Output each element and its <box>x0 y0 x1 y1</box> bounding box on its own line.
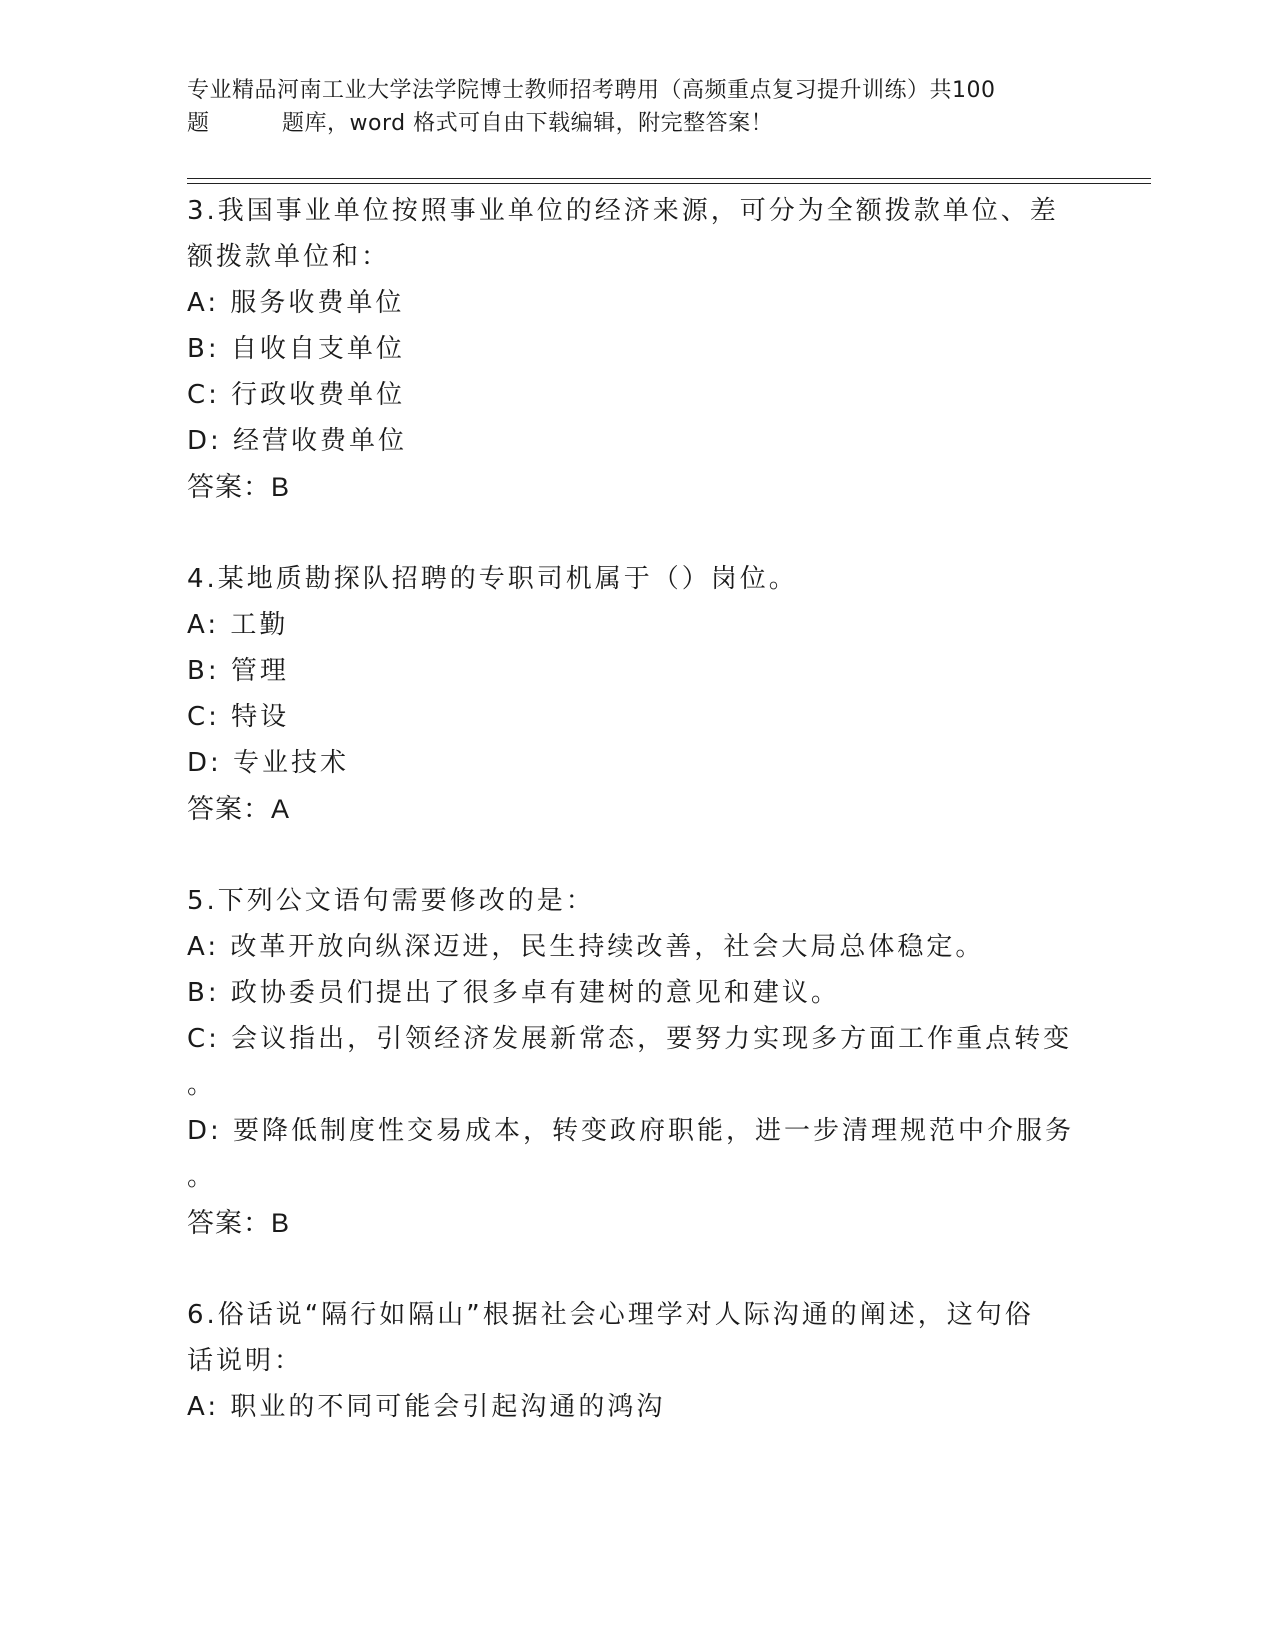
option-c: C: 行政收费单位 <box>187 380 406 410</box>
answer: 答案：A <box>187 794 291 824</box>
option-c-continued: 。 <box>187 1070 217 1100</box>
option-b: B: 管理 <box>187 656 289 686</box>
option-c: C: 特设 <box>187 702 290 732</box>
option-a: A: 工勤 <box>187 610 289 640</box>
option-a: A: 职业的不同可能会引起沟通的鸿沟 <box>187 1392 666 1422</box>
question-3 <box>187 188 1087 510</box>
document-header <box>187 74 1087 140</box>
question-list <box>187 188 1087 1430</box>
answer: 答案：B <box>187 472 291 502</box>
option-d: D: 专业技术 <box>187 748 350 778</box>
question-stem: 4.某地质勘探队招聘的专职司机属于（）岗位。 <box>187 564 798 594</box>
question-stem: 额拨款单位和： <box>187 242 391 272</box>
question-stem: 3.我国事业单位按照事业单位的经济来源，可分为全额拨款单位、差 <box>187 196 1059 226</box>
option-d-continued: 。 <box>187 1162 217 1192</box>
option-c: C: 会议指出，引领经济发展新常态，要努力实现多方面工作重点转变 <box>187 1024 1073 1054</box>
question-stem: 5.下列公文语句需要修改的是： <box>187 886 595 916</box>
header-divider-top <box>187 178 1151 179</box>
header-line-2-text: 题库，word 格式可自由下载编辑，附完整答案！ <box>282 111 774 136</box>
header-line-2 <box>187 107 1087 140</box>
answer: 答案：B <box>187 1208 291 1238</box>
question-stem: 话说明： <box>187 1346 304 1376</box>
question-6 <box>187 1292 1087 1430</box>
header-divider-bottom <box>187 183 1151 184</box>
question-4 <box>187 556 1087 832</box>
question-stem: 6.俗话说“隔行如隔山”根据社会心理学对人际沟通的阐述，这句俗 <box>187 1300 1034 1330</box>
option-b: B: 政协委员们提出了很多卓有建树的意见和建议。 <box>187 978 840 1008</box>
option-d: D: 要降低制度性交易成本，转变政府职能，进一步清理规范中介服务 <box>187 1116 1075 1146</box>
option-b: B: 自收自支单位 <box>187 334 405 364</box>
question-5 <box>187 878 1087 1246</box>
option-a: A: 改革开放向纵深迈进，民生持续改善，社会大局总体稳定。 <box>187 932 985 962</box>
option-a: A: 服务收费单位 <box>187 288 405 318</box>
option-d: D: 经营收费单位 <box>187 426 408 456</box>
header-line-1: 专业精品河南工业大学法学院博士教师招考聘用（高频重点复习提升训练）共100 <box>187 78 996 103</box>
header-line-2-prefix: 题 <box>187 111 210 136</box>
